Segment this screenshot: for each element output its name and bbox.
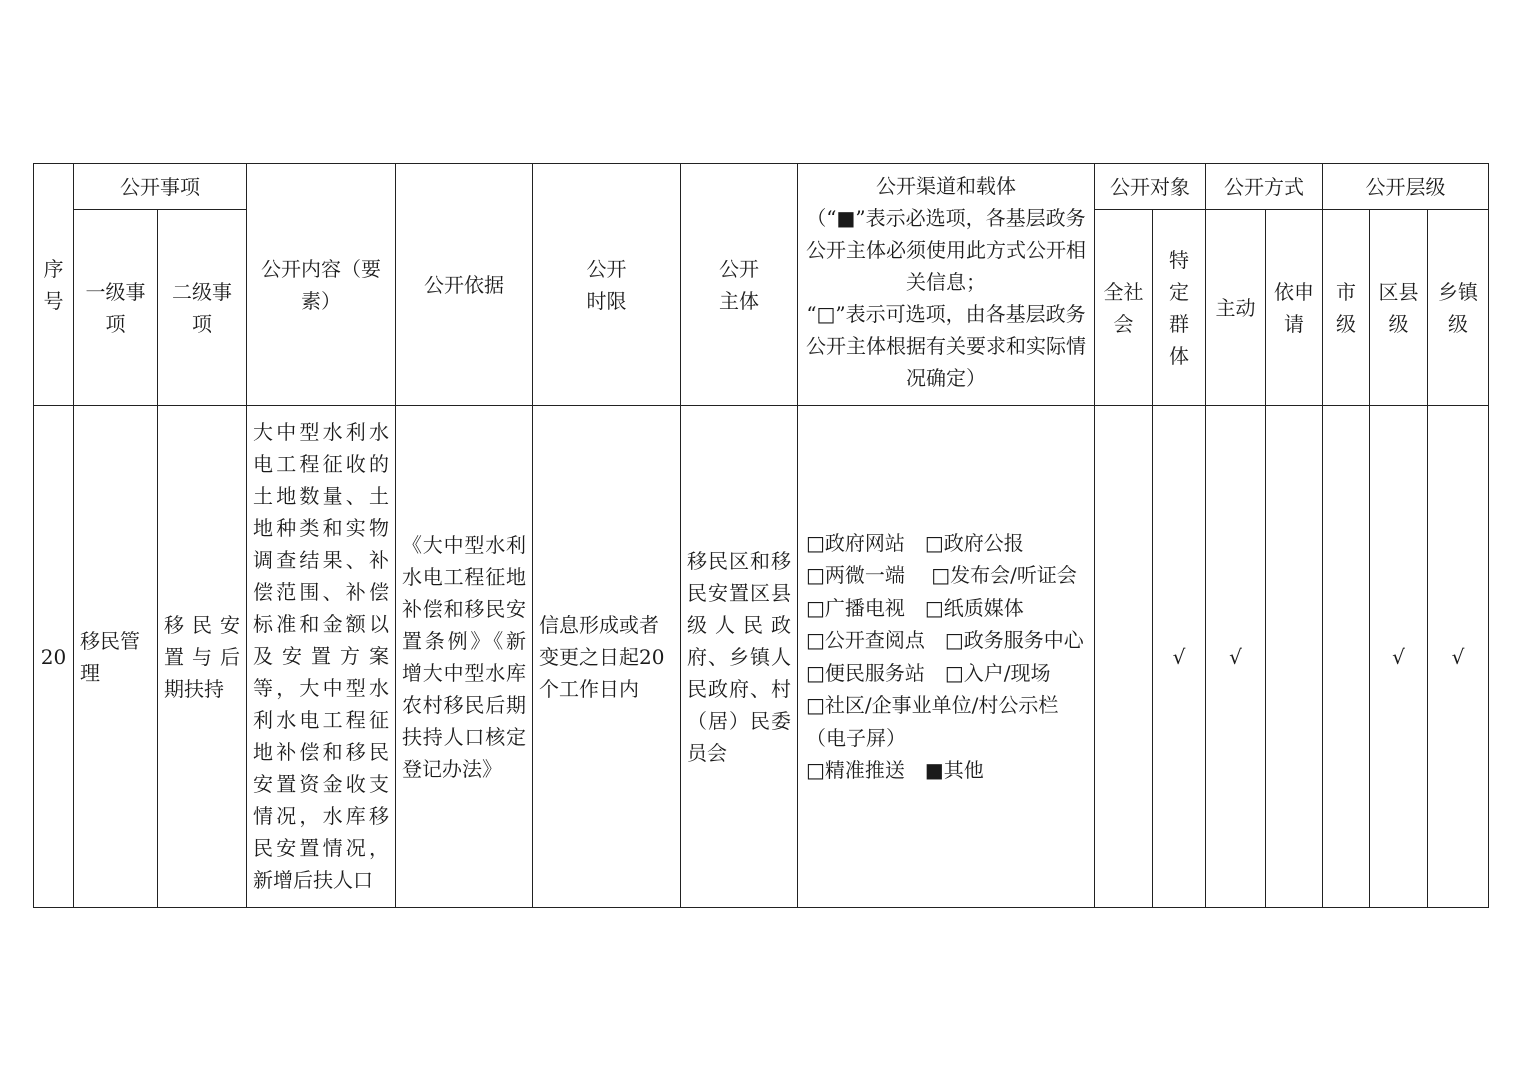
header-audience-all: 全社 会 (1095, 210, 1153, 406)
header-level-town: 乡镇 级 (1428, 210, 1489, 406)
header-audience: 公开对象 (1095, 164, 1206, 210)
header-level-city: 市 级 (1323, 210, 1370, 406)
header-method: 公开方式 (1206, 164, 1323, 210)
header-channels-title: 公开渠道和载体 (876, 174, 1016, 198)
header-level: 公开层级 (1323, 164, 1489, 210)
row-level-county-check: √ (1370, 406, 1428, 908)
channel-option: □政府网站 □政府公报 (806, 530, 1024, 555)
header-method-request: 依申 请 (1266, 210, 1323, 406)
channel-option: □社区/企事业单位/村公示栏（电子屏） (806, 693, 1059, 750)
row-basis: 《大中型水利水电工程征地补偿和移民安置条例》《新增大中型水库农村移民后期扶持人口核定登记办法》 (396, 406, 533, 908)
row-seq: 20 (34, 406, 74, 908)
row-method-request (1266, 406, 1323, 908)
channel-option: □广播电视 □纸质媒体 (806, 595, 1024, 620)
table-row (34, 406, 1489, 908)
header-content: 公开内容（要 素） (247, 164, 396, 406)
header-basis: 公开依据 (396, 164, 533, 406)
row-time-limit: 信息形成或者变更之日起20个工作日内 (533, 406, 681, 908)
header-level2: 二级事 项 (158, 210, 247, 406)
row-channels (798, 406, 1095, 908)
header-method-active: 主动 (1206, 210, 1266, 406)
header-channels-note: （“■”表示必选项，各基层政务公开主体必须使用此方式公开相关信息； “□”表示可选项，由各基层政务公开主体根据有关要求和实际情况确定） (806, 206, 1086, 390)
channel-option: □两微一端 □发布会/听证会 (806, 563, 1077, 587)
row-audience-all (1095, 406, 1153, 908)
row-method-active-check: √ (1206, 406, 1266, 908)
row-level-town-check: √ (1428, 406, 1489, 908)
header-subject: 公开 主体 (681, 164, 798, 406)
row-level2: 移民安置与后期扶持 (158, 406, 247, 908)
row-audience-specific-check: √ (1153, 406, 1206, 908)
row-level1: 移民管理 (74, 406, 158, 908)
row-level-city (1323, 406, 1370, 908)
row-content-text: 大中型水利水电工程征收的土地数量、土地种类和实物调查结果、补偿范围、补偿标准和金额以及安置方案等，大中型水利水电工程征地补偿和移民安置资金收支情况，水库移民安置情况，新增后扶人口 (253, 420, 389, 892)
channel-option: □精准推送 ■其他 (806, 758, 984, 782)
header-level-county: 区县 级 (1370, 210, 1428, 406)
row-content (247, 406, 396, 908)
row-subject: 移民区和移民安置区县级人民政府、乡镇人民政府、村（居）民委员会 (681, 406, 798, 908)
channel-option: □便民服务站 □入户/现场 (806, 660, 1051, 685)
header-items: 公开事项 (74, 164, 247, 210)
header-level1: 一级事 项 (74, 210, 158, 406)
header-seq: 序 号 (34, 164, 74, 406)
header-audience-specific: 特 定 群 体 (1153, 210, 1206, 406)
header-row-top (34, 164, 1489, 210)
header-time-limit: 公开 时限 (533, 164, 681, 406)
disclosure-table (33, 163, 1489, 908)
header-channels (798, 164, 1095, 406)
channel-option: □公开查阅点 □政务服务中心 (806, 628, 1084, 652)
